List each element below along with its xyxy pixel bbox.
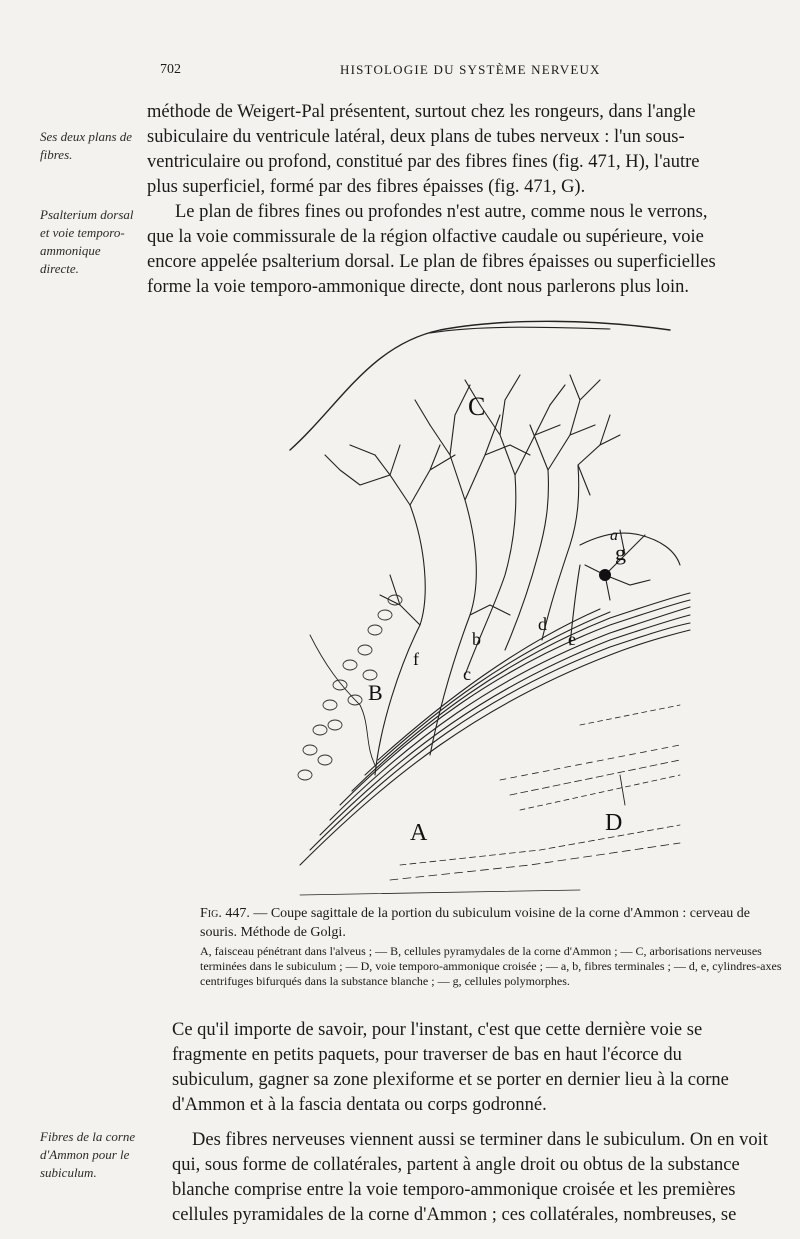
margin-note-psalterium: Psalterium dorsal et voie temporo-ammonique directe. <box>40 207 134 276</box>
figure-caption-title <box>200 904 790 942</box>
text-line: Des fibres nerveuses viennent aussi se terminer dans le subiculum. On en voit <box>192 1130 768 1150</box>
page-number: 702 <box>160 62 181 77</box>
text-line: subiculaire du ventricule latéral, deux plans de tubes nerveux : l'un sous- <box>147 127 685 147</box>
figure-label: C <box>468 392 486 421</box>
margin-note-fibres-corne: Fibres de la corne d'Ammon pour le subiculum. <box>40 1129 136 1180</box>
text-line: méthode de Weigert-Pal présentent, surtout chez les rongeurs, dans l'angle <box>147 102 696 122</box>
text-line: subiculum, gagner sa zone plexiforme et se porter en dernier lieu à la corne <box>172 1070 729 1090</box>
paragraph-2 <box>172 1018 782 1118</box>
text-line: plus superficiel, formé par des fibres épaisses (fig. 471, G). <box>147 177 586 197</box>
text-line: Le plan de fibres fines ou profondes n'est autre, comme nous le verrons, <box>175 202 708 222</box>
figure-label: D <box>605 810 623 836</box>
golgi-figure <box>280 305 700 900</box>
figure-label: a <box>610 527 618 544</box>
running-title: HISTOLOGIE DU SYSTÈME NERVEUX <box>340 62 601 77</box>
text-line: encore appelée psalterium dorsal. Le plan de fibres épaisses ou superficielles <box>147 252 716 272</box>
text-line: blanche comprise entre la voie temporo-ammonique croisée et les premières <box>172 1180 736 1200</box>
figure-title: — Coupe sagittale de la portion du subiculum voisine de la corne d'Ammon : cerveau de souris. Méthode de Golgi. <box>200 906 751 940</box>
text-line: forme la voie temporo-ammonique directe, dont nous parlerons plus loin. <box>147 277 690 297</box>
paragraph-3 <box>172 1128 782 1228</box>
figure-label: b <box>472 629 481 649</box>
figure-legend: A, faisceau pénétrant dans l'alveus ; — B, cellules pyramydales de la corne d'Ammon ; — C, arborisations nerveuses terminées dans le subiculum ; — D, voie temporo-ammonique croisée ; — a, b, fibres terminales ; — d, e, cylindres-axes centrifuges bifurqués dans la substance blanche ; — g, cellules polymorphes. <box>200 944 782 988</box>
figure-number: Fig. 447. <box>200 906 250 921</box>
text-line: ventriculaire ou profond, constitué par des fibres fines (fig. 471, H), l'autre <box>147 152 700 172</box>
figure-label: B <box>368 680 383 705</box>
text-line: d'Ammon et à la fascia dentata ou corps godronné. <box>172 1095 547 1115</box>
paragraph-1 <box>147 100 767 300</box>
text-line: Ce qu'il importe de savoir, pour l'instant, c'est que cette dernière voie se <box>172 1020 703 1040</box>
text-line: qui, sous forme de collatérales, partent à angle droit ou obtus de la substance <box>172 1155 740 1175</box>
figure-label: f <box>413 649 419 669</box>
figure-label: g <box>615 540 626 565</box>
text-line: cellules pyramidales de la corne d'Ammon ; ces collatérales, nombreuses, se <box>172 1205 737 1225</box>
figure-label: c <box>463 664 471 684</box>
text-line: fragmente en petits paquets, pour traverser de bas en haut l'écorce du <box>172 1045 682 1065</box>
figure-label: d <box>538 614 547 634</box>
figure-label: e <box>568 629 576 649</box>
figure-label: A <box>410 820 428 846</box>
margin-note-deux-plans: Ses deux plans de fibres. <box>40 129 133 162</box>
text-line: que la voie commissurale de la région olfactive caudale ou supérieure, voie <box>147 227 704 247</box>
